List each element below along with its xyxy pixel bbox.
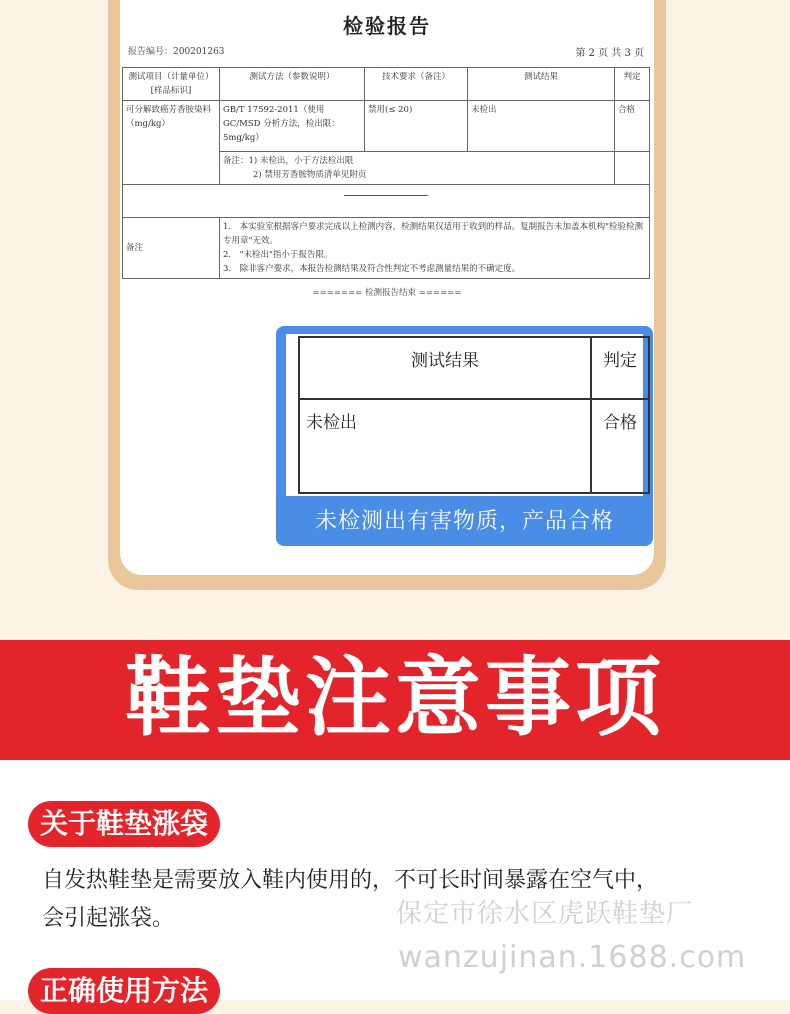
spacer-cell: [123, 185, 650, 218]
table-row: [123, 101, 650, 152]
banner-title: 鞋垫注意事项: [125, 648, 665, 748]
section-heading-pill: 正确使用方法: [28, 968, 220, 1014]
notice-banner: [0, 640, 790, 760]
zoom-caption: 未检测出有害物质，产品合格: [314, 509, 614, 534]
report-title: 检验报告: [343, 14, 431, 38]
zoom-table: [298, 336, 650, 494]
empty-cell: [615, 152, 650, 185]
header-verdict: 判定: [615, 68, 650, 101]
zoom-result-header: 测试结果: [299, 337, 591, 399]
cell-method: GB/T 17592-2011（使用 GC/MSD 分析方法，检出限：5mg/kg）: [220, 101, 365, 152]
divider: [344, 195, 428, 196]
watermark-site: wanzujinan.1688.com: [398, 940, 747, 975]
watermark-company: 保定市徐水区虎跃鞋垫厂: [396, 899, 694, 929]
cell-result: 未检出: [468, 101, 615, 152]
spacer-row: [123, 185, 650, 218]
cell-requirement: 禁用(≤ 20): [365, 101, 468, 152]
zoom-verdict-header: 判定: [591, 337, 649, 399]
remark-line: 2. "未检出"指小于报告限。: [223, 250, 333, 260]
body-line: 自发热鞋垫是需要放入鞋内使用的，不可长时间暴露在空气中，: [42, 868, 659, 893]
report-table: [122, 67, 650, 279]
header-requirement: 技术要求（备注）: [365, 68, 468, 101]
notes-cell: [220, 152, 615, 185]
remarks-cell: [220, 218, 650, 279]
report-end: ======= 检测报告结束 ======: [312, 288, 462, 298]
remark-line: 3. 除非客户要求，本报告检测结果及符合性判定不考虑测量结果的不确定度。: [223, 264, 521, 274]
note-line: 2) 禁用芳香胺物质清单见附页: [253, 170, 367, 180]
zoom-header-row: [299, 337, 649, 399]
zoom-result-value: 未检出: [299, 399, 591, 493]
section-heading-pill: 关于鞋垫涨袋: [28, 801, 220, 847]
zoomed-result-callout: [276, 326, 653, 546]
header-result: 测试结果: [468, 68, 615, 101]
remarks-label: 备注: [123, 218, 220, 279]
zoom-panel: [286, 334, 643, 496]
remark-line: 1. 本实验室根据客户要求完成以上检测内容，检测结果仅适用于收到的样品。复制报告未加盖本机构"检验检测专用章"无效。: [223, 222, 644, 246]
cell-verdict: 合格: [615, 101, 650, 152]
zoom-value-row: [299, 399, 649, 493]
header-method: 测试方法（参数说明）: [220, 68, 365, 101]
table-header-row: [123, 68, 650, 101]
header-item: 测试项目（计量单位）[样品标识]: [123, 68, 220, 101]
zoom-verdict-value: 合格: [591, 399, 649, 493]
body-line: 会引起涨袋。: [42, 906, 175, 931]
note-line: 备注：1) 未检出，小于方法检出限: [223, 156, 354, 166]
cell-item: 可分解致癌芳香胺染料（mg/kg）: [123, 101, 220, 185]
report-number: 报告编号：200201263: [128, 47, 225, 57]
page-number: 第 2 页 共 3 页: [575, 48, 644, 59]
remarks-row: [123, 218, 650, 279]
